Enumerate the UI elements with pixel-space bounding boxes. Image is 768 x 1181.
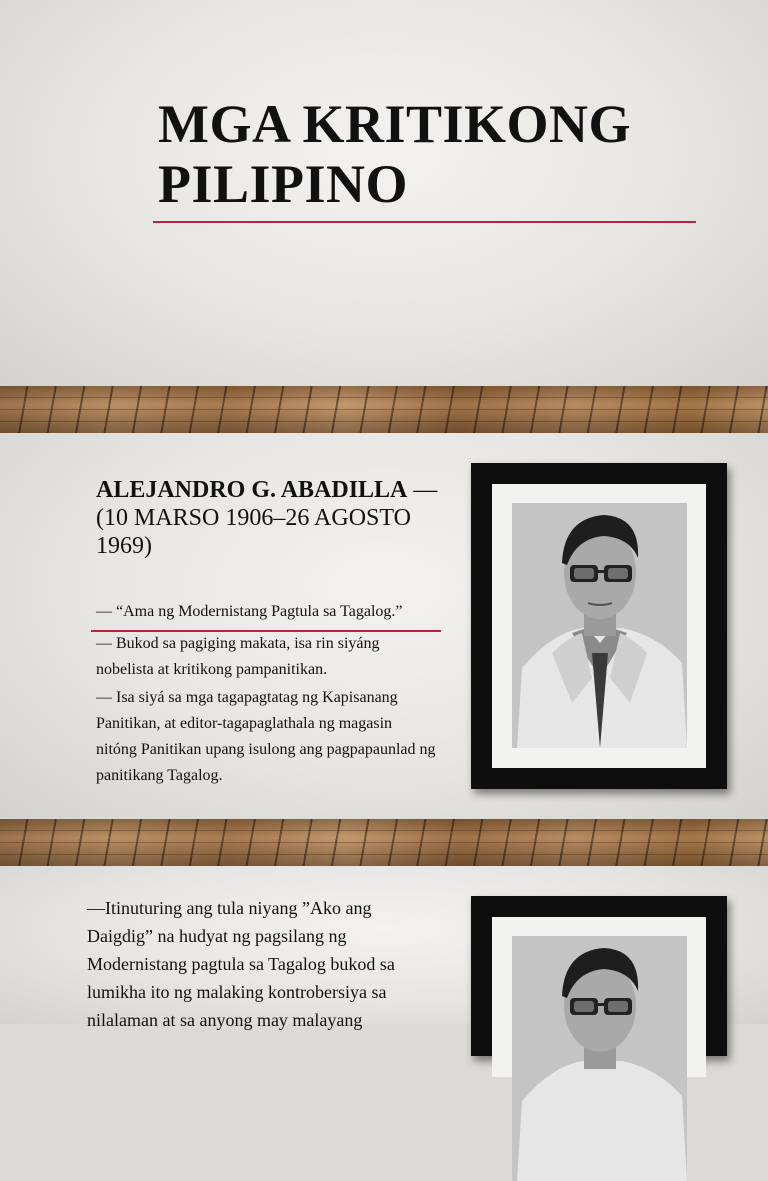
name-heading bbox=[96, 476, 446, 560]
portrait-mat bbox=[492, 484, 706, 768]
life-dates: — (10 MARSO 1906–26 AGOSTO 1969) bbox=[96, 477, 438, 559]
title-line-2: PILIPINO bbox=[158, 154, 409, 214]
bio-paragraph-1: — Bukod sa pagiging makata, isa rin siyáng nobelista at kritikong pampanitikan. bbox=[96, 635, 380, 678]
portrait-photo bbox=[512, 503, 687, 748]
title-slide bbox=[0, 0, 768, 386]
bio-paragraph-2: — Isa siyá sa mga tagapagtatag ng Kapisanang Panitikan, at editor-tagapaglathala ng magasin nitóng Panitikan upang isulong ang pagpapaunlad ng panitikang Tagalog. bbox=[96, 689, 436, 784]
title-line-1: MGA KRITIKONG bbox=[158, 94, 632, 154]
wood-floor-divider bbox=[0, 819, 768, 866]
portrait-mat-2 bbox=[492, 917, 706, 1077]
portrait-illustration-2 bbox=[512, 936, 687, 1181]
portrait-frame bbox=[471, 463, 727, 789]
wood-floor-divider bbox=[0, 386, 768, 433]
note-paragraph: —Itinuturing ang tula niyang ”Ako ang Daigdig” na hudyat ng pagsilang ng Modernistang pagtula sa Tagalog bukod sa lumikha ito ng malaking kontrobersiya sa nilalaman at sa anyong may malayang bbox=[87, 898, 395, 1030]
portrait-photo-2 bbox=[512, 936, 687, 1181]
slide-title bbox=[158, 94, 718, 214]
person-name: ALEJANDRO G. ABADILLA bbox=[96, 477, 408, 503]
portrait-frame-2 bbox=[471, 896, 727, 1056]
portrait-illustration bbox=[512, 503, 687, 748]
quote-line: — “Ama ng Modernistang Pagtula sa Tagalog.” bbox=[96, 603, 403, 620]
title-divider bbox=[153, 221, 696, 223]
